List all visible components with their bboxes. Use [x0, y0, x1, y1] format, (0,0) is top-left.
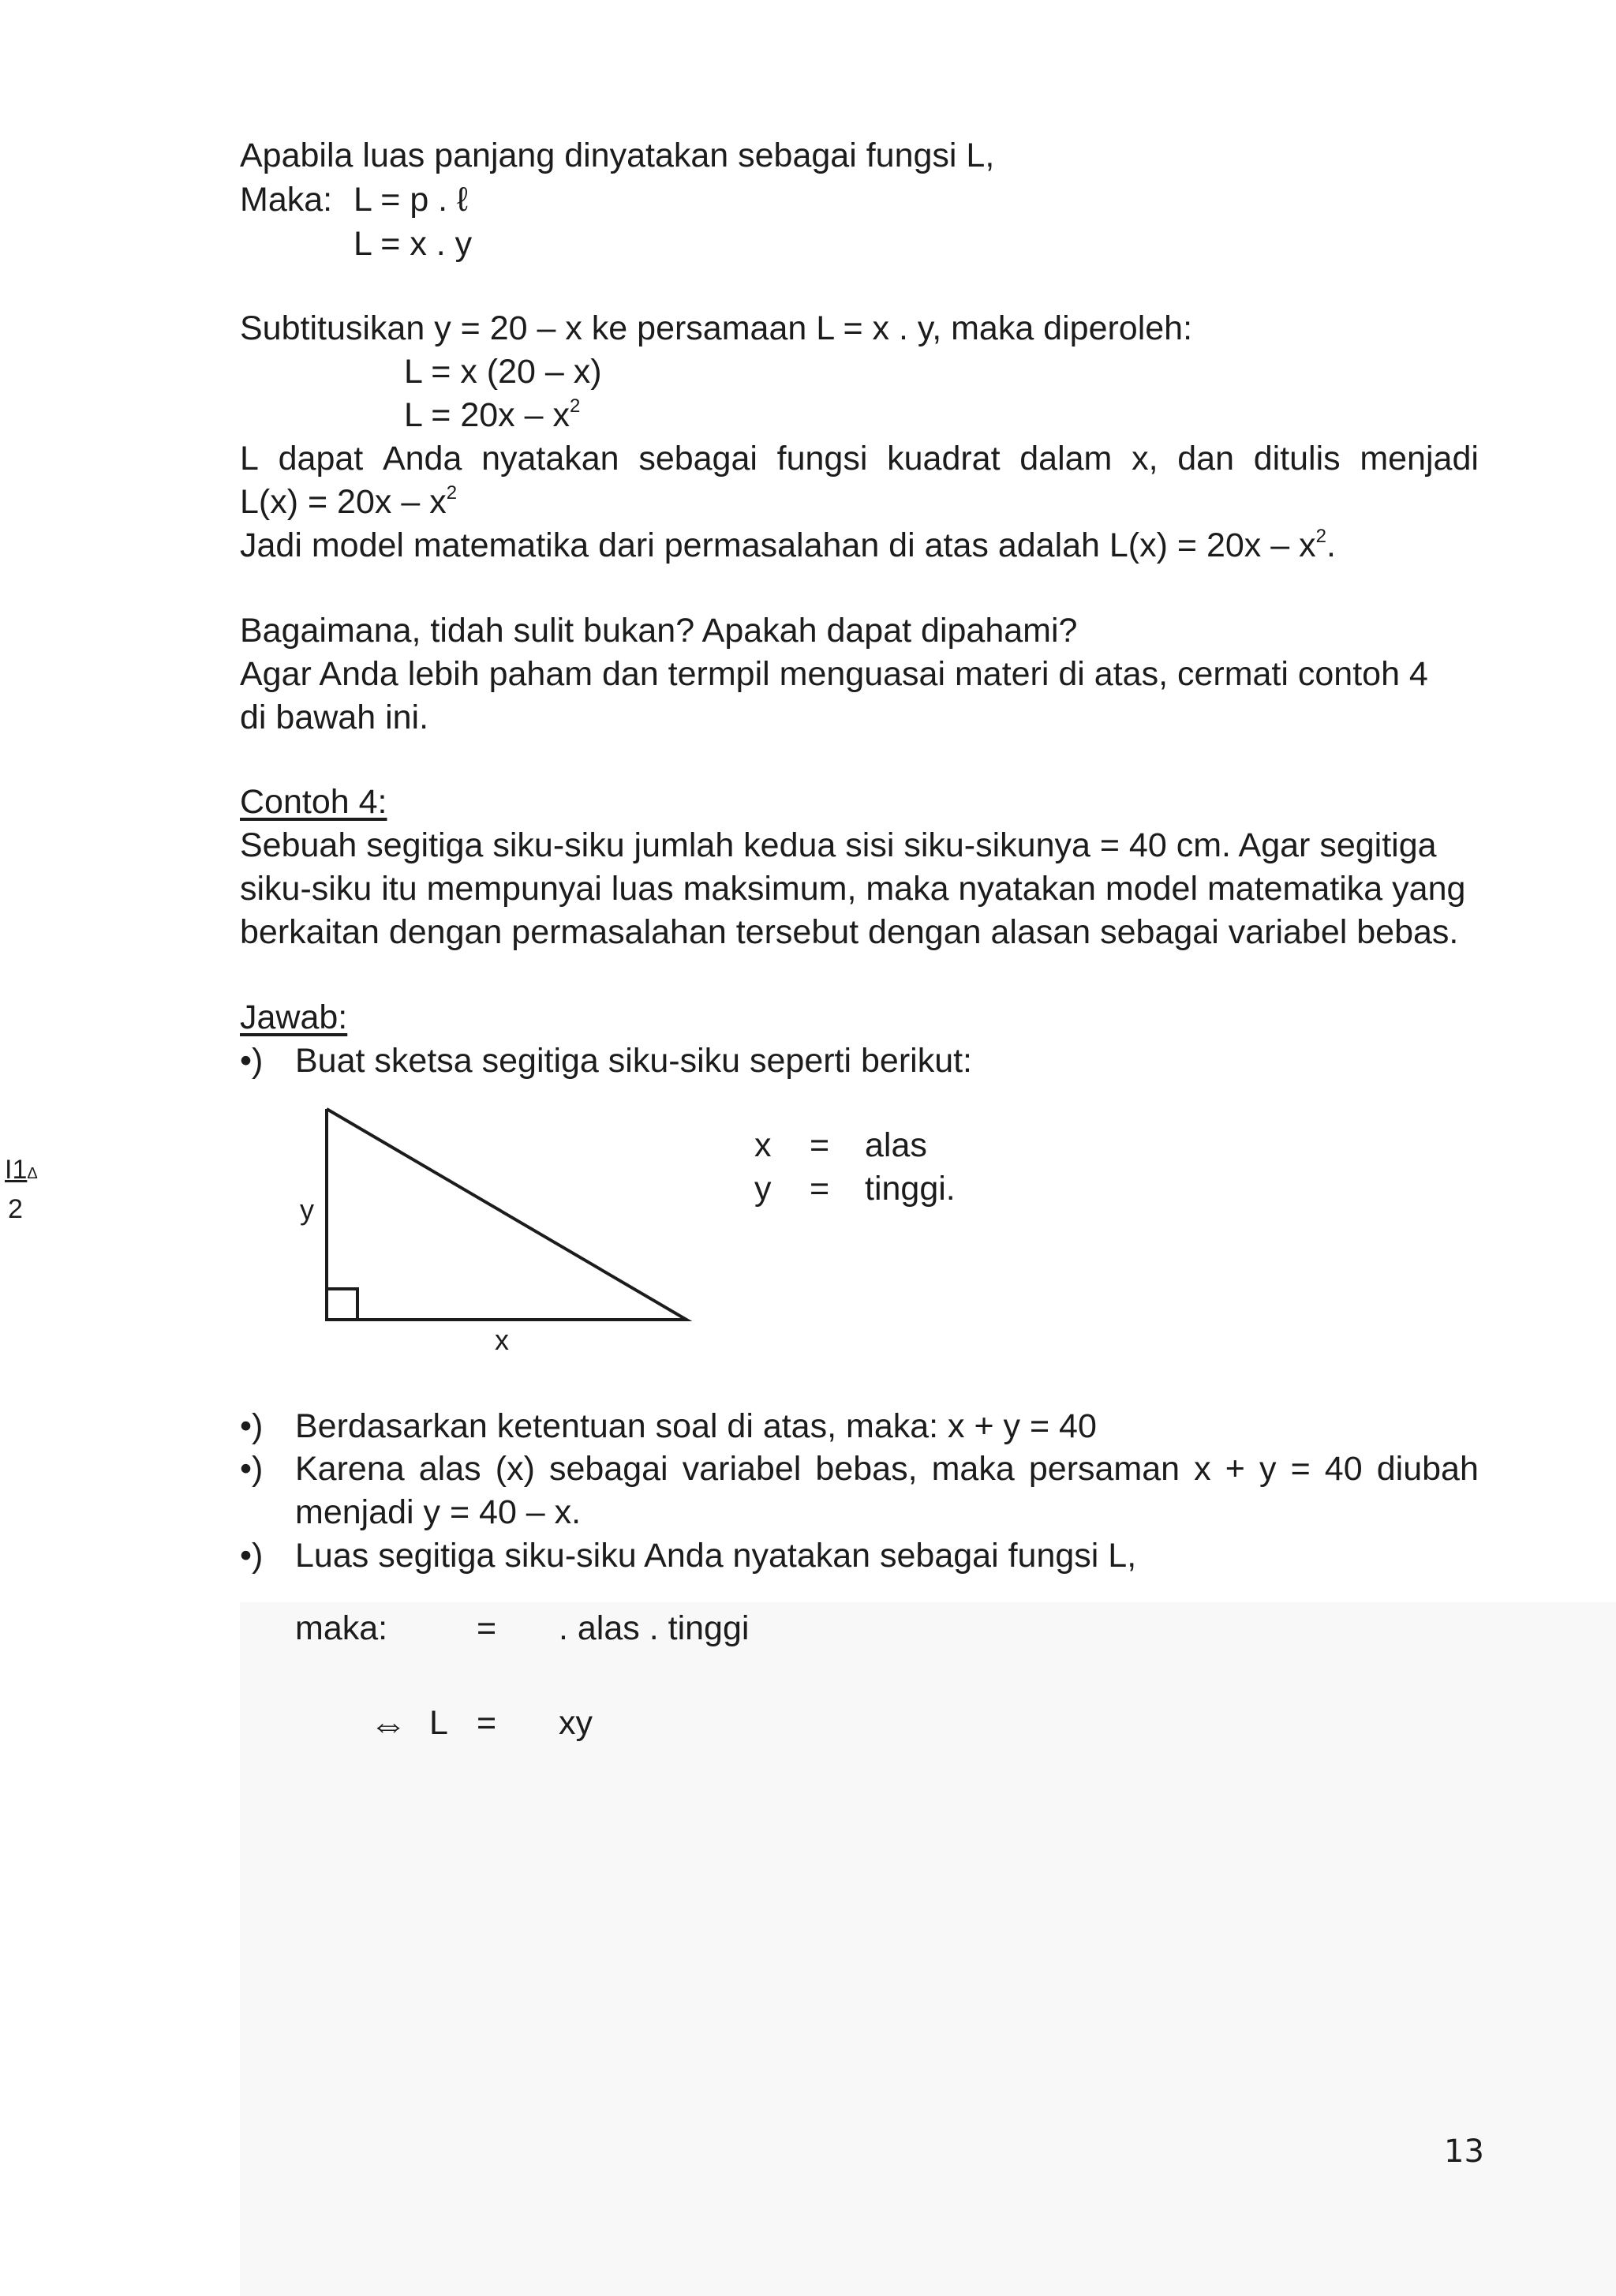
example-heading: Contoh 4: — [240, 783, 387, 821]
legend-desc-x: alas — [865, 1126, 927, 1164]
intro-equation-1: L = p . ℓ — [354, 181, 468, 219]
example-line-2: siku-siku itu mempunyai luas maksimum, maka nyatakan model matematika yang — [240, 870, 1466, 908]
bullet-marker: •) — [240, 1450, 264, 1488]
margin-fraction-bottom: 2 — [8, 1194, 23, 1224]
conclusion-line-2: $L(x) = 20x - x^2$ — [240, 482, 458, 521]
answer-step-3-line-1: Karena alas (x) sebagai variabel bebas, maka persaman x + y = 40 diubah — [295, 1450, 1479, 1488]
formula-rhs-2: xy — [559, 1704, 593, 1742]
example-line-1: Sebuah segitiga siku-siku jumlah kedua sisi siku-sikunya = 40 cm. Agar segitiga — [240, 826, 1437, 864]
legend-var-x: x — [754, 1126, 772, 1164]
intro-equation-2: L = x . y — [354, 225, 473, 263]
legend-desc-y: tinggi. — [865, 1170, 956, 1208]
triangle-label-x: x — [495, 1324, 509, 1356]
answer-heading: Jawab: — [240, 998, 348, 1036]
conclusion-line-3: Jadi model matematika dari permasalahan di atas adalah $L(x) = 20x - x^2$. — [240, 526, 1336, 564]
answer-step-1: Buat sketsa segitiga siku-siku seperti berikut: — [295, 1042, 973, 1080]
legend-var-y: y — [754, 1170, 772, 1208]
question-line-2: Agar Anda lebih paham dan termpil menguasai materi di atas, cermati contoh 4 — [240, 655, 1428, 693]
intro-line: Apabila luas panjang dinyatakan sebagai fungsi L, — [240, 137, 995, 174]
formula-equals-2: = — [477, 1704, 497, 1742]
answer-step-3-line-2: menjadi y = 40 – x. — [295, 1493, 582, 1531]
intro-maka-label: Maka: — [240, 181, 333, 219]
formula-maka-label: maka: — [295, 1609, 388, 1647]
question-line-3: di bawah ini. — [240, 699, 429, 736]
margin-fraction-top: I1Δ — [5, 1155, 38, 1185]
substitution-equation-2: $L = 20x - x^2$ — [404, 395, 581, 434]
bullet-marker: •) — [240, 1407, 264, 1445]
legend-eq-y: = — [810, 1170, 830, 1208]
triangle-label-y: y — [300, 1193, 314, 1226]
conclusion-line-1: L dapat Anda nyatakan sebagai fungsi kuadrat dalam x, dan ditulis menjadi — [240, 440, 1479, 478]
formula-rhs-1: . alas . tinggi — [559, 1609, 750, 1647]
answer-step-4: Luas segitiga siku-siku Anda nyatakan sebagai fungsi L, — [295, 1537, 1137, 1575]
substitution-equation-1: L = x (20 – x) — [404, 353, 602, 391]
formula-lhs-2: L — [429, 1704, 448, 1742]
iff-icon: ⇔ — [369, 1704, 407, 1746]
bullet-marker: •) — [240, 1537, 264, 1575]
substitution-line: Subtitusikan y = 20 – x ke persamaan L = x . y, maka diperoleh: — [240, 309, 1193, 347]
answer-step-2: Berdasarkan ketentuan soal di atas, maka: x + y = 40 — [295, 1407, 1097, 1445]
legend-eq-x: = — [810, 1126, 830, 1164]
page-number: 13 — [1444, 2133, 1484, 2170]
question-line-1: Bagaimana, tidah sulit bukan? Apakah dapat dipahami? — [240, 612, 1078, 650]
bullet-marker: •) — [240, 1042, 264, 1080]
example-line-3: berkaitan dengan permasalahan tersebut dengan alasan sebagai variabel bebas. — [240, 913, 1459, 951]
formula-equals-1: = — [477, 1609, 497, 1647]
